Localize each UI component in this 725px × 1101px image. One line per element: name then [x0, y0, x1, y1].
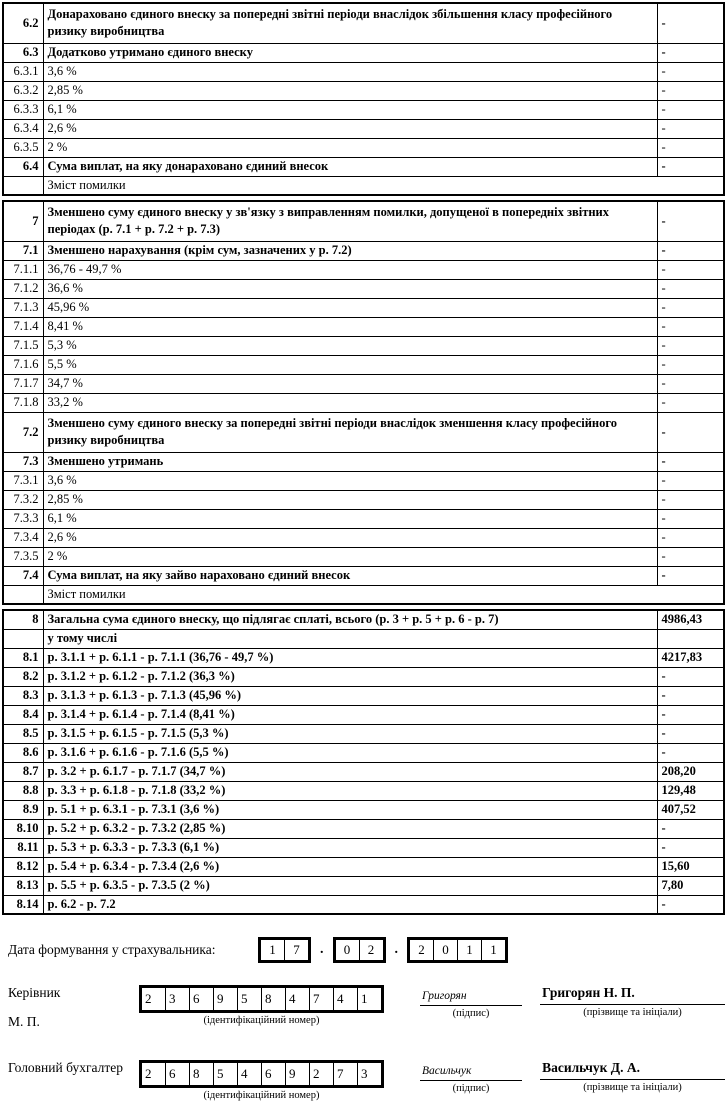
- row-value: -: [657, 3, 724, 43]
- table-row: [3, 279, 724, 298]
- row-number: 8.6: [3, 743, 43, 762]
- signer-role-col: [8, 985, 139, 1030]
- row-number: [3, 585, 43, 604]
- digit-cell: 5: [237, 988, 261, 1010]
- row-number: 7: [3, 201, 43, 241]
- row-number: 8.12: [3, 857, 43, 876]
- table-row: [3, 509, 724, 528]
- row-number: 7.1.7: [3, 374, 43, 393]
- row-number: 7.1: [3, 241, 43, 260]
- table-row: [3, 317, 724, 336]
- digit-cell: 4: [285, 988, 309, 1010]
- id-number-boxes: [139, 1060, 384, 1088]
- row-text: р. 3.2 + р. 6.1.7 - р. 7.1.7 (34,7 %): [43, 762, 657, 781]
- row-text: 6,1 %: [43, 100, 657, 119]
- row-text: р. 5.3 + р. 6.3.3 - р. 7.3.3 (6,1 %): [43, 838, 657, 857]
- signer-name-col: [540, 1060, 725, 1093]
- signer-role-col: [8, 1060, 139, 1089]
- signer-id-col: [139, 985, 384, 1026]
- digit-cell: 8: [261, 988, 285, 1010]
- table-row: [3, 176, 724, 195]
- row-number: 7.3.2: [3, 490, 43, 509]
- date-day-boxes: [258, 937, 311, 963]
- table-row: [3, 412, 724, 452]
- row-number: 7.3.3: [3, 509, 43, 528]
- report-table: [2, 2, 723, 915]
- row-value: -: [657, 490, 724, 509]
- row-text: 33,2 %: [43, 393, 657, 412]
- row-value: -: [657, 686, 724, 705]
- table-row: [3, 490, 724, 509]
- row-number: 8.10: [3, 819, 43, 838]
- signer-id-col: [139, 1060, 384, 1101]
- row-value: -: [657, 138, 724, 157]
- digit-cell: 2: [144, 1066, 152, 1081]
- formation-date-row: [8, 937, 725, 963]
- table-row: [3, 374, 724, 393]
- table-row: [3, 895, 724, 914]
- row-text: р. 3.1.1 + р. 6.1.1 - р. 7.1.1 (36,76 - 49,7 %): [43, 648, 657, 667]
- row-text: р. 3.3 + р. 6.1.8 - р. 7.1.8 (33,2 %): [43, 781, 657, 800]
- row-text: 45,96 %: [43, 298, 657, 317]
- digit-cell: 7: [309, 988, 333, 1010]
- digit-cell: 1: [457, 940, 481, 960]
- table-row: [3, 762, 724, 781]
- row-text: 2 %: [43, 547, 657, 566]
- row-number: 7.1.4: [3, 317, 43, 336]
- row-text: 6,1 %: [43, 509, 657, 528]
- row-text: 8,41 %: [43, 317, 657, 336]
- signers: [8, 985, 725, 1101]
- row-value: -: [657, 724, 724, 743]
- row-value: -: [657, 895, 724, 914]
- table-row: [3, 119, 724, 138]
- row-text: Сума виплат, на яку зайво нараховано єдиний внесок: [43, 566, 657, 585]
- table-row: [3, 241, 724, 260]
- row-text: Додатково утримано єдиного внеску: [43, 43, 657, 62]
- row-value: 15,60: [657, 857, 724, 876]
- signature-text: Васильчук: [420, 1065, 522, 1081]
- date-separator: .: [320, 942, 324, 957]
- row-number: 7.1.2: [3, 279, 43, 298]
- digit-cell: 0: [343, 942, 351, 957]
- row-text: 2,6 %: [43, 119, 657, 138]
- table-row: [3, 157, 724, 176]
- row-number: [3, 629, 43, 648]
- row-value: -: [657, 157, 724, 176]
- signer-name-caption: (прізвище та ініціали): [583, 1007, 682, 1018]
- row-value: -: [657, 509, 724, 528]
- row-value: -: [657, 201, 724, 241]
- row-value: -: [657, 743, 724, 762]
- row-value: -: [657, 471, 724, 490]
- table-row: [3, 471, 724, 490]
- formation-date-boxes: [258, 937, 508, 963]
- signer-signature-col: [420, 990, 522, 1019]
- row-value: -: [657, 566, 724, 585]
- row-text: р. 6.2 - р. 7.2: [43, 895, 657, 914]
- table-row: [3, 585, 724, 604]
- table-row: [3, 648, 724, 667]
- row-text: 36,76 - 49,7 %: [43, 260, 657, 279]
- table-row: [3, 800, 724, 819]
- id-number-boxes: [139, 985, 384, 1013]
- table-row: [3, 81, 724, 100]
- row-value: -: [657, 667, 724, 686]
- digit-cell: 1: [481, 940, 505, 960]
- signer-name-caption: (прізвище та ініціали): [583, 1082, 682, 1093]
- signer-name: Григорян Н. П.: [540, 985, 725, 1005]
- row-number: 8: [3, 610, 43, 629]
- row-number: 8.14: [3, 895, 43, 914]
- signature-caption: (підпис): [452, 1083, 490, 1094]
- row-value: -: [657, 374, 724, 393]
- table-row: [3, 724, 724, 743]
- table-row: [3, 566, 724, 585]
- stamp-label: М. П.: [8, 1014, 40, 1029]
- digit-cell: 7: [284, 940, 308, 960]
- row-text: Загальна сума єдиного внеску, що підлягає сплаті, всього (р. 3 + р. 5 + р. 6 - р. 7): [43, 610, 657, 629]
- row-number: 8.11: [3, 838, 43, 857]
- row-number: 7.3: [3, 452, 43, 471]
- row-text: р. 3.1.3 + р. 6.1.3 - р. 7.1.3 (45,96 %): [43, 686, 657, 705]
- row-number: 6.3.3: [3, 100, 43, 119]
- row-text: Донараховано єдиного внеску за попередні звітні періоди внаслідок збільшення класу професійного ризику виробництва: [43, 3, 657, 43]
- row-value: -: [657, 819, 724, 838]
- table-row: [3, 100, 724, 119]
- table-row: [3, 667, 724, 686]
- table-row: [3, 452, 724, 471]
- digit-cell: 6: [261, 1063, 285, 1085]
- signature-caption: (підпис): [452, 1008, 490, 1019]
- row-number: 8.13: [3, 876, 43, 895]
- row-number: 6.3.4: [3, 119, 43, 138]
- row-text: 2,85 %: [43, 490, 657, 509]
- digit-cell: 3: [165, 988, 189, 1010]
- table-row: [3, 610, 724, 629]
- row-text: р. 5.4 + р. 6.3.4 - р. 7.3.4 (2,6 %): [43, 857, 657, 876]
- digit-cell: 9: [285, 1063, 309, 1085]
- row-text: 3,6 %: [43, 62, 657, 81]
- table-row: [3, 528, 724, 547]
- digit-cell: 2: [418, 942, 425, 957]
- row-value: -: [657, 317, 724, 336]
- row-number: 7.3.4: [3, 528, 43, 547]
- table-row: [3, 393, 724, 412]
- row-text: Зміст помилки: [43, 176, 724, 195]
- row-number: 8.2: [3, 667, 43, 686]
- digit-cell: 2: [309, 1063, 333, 1085]
- table-row: [3, 3, 724, 43]
- digit-cell: 4: [237, 1063, 261, 1085]
- row-number: 7.4: [3, 566, 43, 585]
- row-text: 34,7 %: [43, 374, 657, 393]
- table-row: [3, 743, 724, 762]
- row-text: р. 5.2 + р. 6.3.2 - р. 7.3.2 (2,85 %): [43, 819, 657, 838]
- row-number: 7.1.8: [3, 393, 43, 412]
- signer-role-label: Головний бухгалтер: [8, 1060, 123, 1075]
- row-number: 8.9: [3, 800, 43, 819]
- row-value: -: [657, 355, 724, 374]
- signer-row: [8, 1060, 725, 1101]
- table-row: [3, 705, 724, 724]
- date-year-boxes: [407, 937, 508, 963]
- row-text: р. 5.5 + р. 6.3.5 - р. 7.3.5 (2 %): [43, 876, 657, 895]
- digit-cell: 9: [213, 988, 237, 1010]
- row-value: 129,48: [657, 781, 724, 800]
- row-value: -: [657, 393, 724, 412]
- table-row: [3, 857, 724, 876]
- table-row: [3, 686, 724, 705]
- table-row: [3, 547, 724, 566]
- row-value: 208,20: [657, 762, 724, 781]
- row-text: Сума виплат, на яку донараховано єдиний внесок: [43, 157, 657, 176]
- row-number: 8.3: [3, 686, 43, 705]
- row-number: 7.1.5: [3, 336, 43, 355]
- row-number: 8.1: [3, 648, 43, 667]
- digit-cell: 1: [269, 942, 276, 957]
- signer-signature-col: [420, 1065, 522, 1094]
- digit-cell: 5: [213, 1063, 237, 1085]
- row-number: 8.4: [3, 705, 43, 724]
- row-text: Зменшено суму єдиного внеску у зв'язку з виправленням помилки, допущеної в попередніх звітних періодах (р. 7.1 + р. 7.2 + р. 7.3): [43, 201, 657, 241]
- digit-cell: 0: [433, 940, 457, 960]
- row-number: 6.4: [3, 157, 43, 176]
- row-text: Зменшено утримань: [43, 452, 657, 471]
- row-value: -: [657, 81, 724, 100]
- row-value: 4217,83: [657, 648, 724, 667]
- row-value: -: [657, 260, 724, 279]
- row-number: 8.7: [3, 762, 43, 781]
- row-value: -: [657, 336, 724, 355]
- row-text: Зменшено суму єдиного внеску за попередні звітні періоди внаслідок зменшення класу професійного ризику виробництва: [43, 412, 657, 452]
- row-number: [3, 176, 43, 195]
- table-section: [2, 609, 725, 915]
- row-number: 6.2: [3, 3, 43, 43]
- row-value: -: [657, 705, 724, 724]
- row-text: Зменшено нарахування (крім сум, зазначених у р. 7.2): [43, 241, 657, 260]
- date-separator: .: [394, 942, 398, 957]
- table-row: [3, 819, 724, 838]
- row-text: р. 3.1.2 + р. 6.1.2 - р. 7.1.2 (36,3 %): [43, 667, 657, 686]
- row-number: 6.3: [3, 43, 43, 62]
- formation-date-label: Дата формування у страхувальника:: [8, 942, 216, 957]
- row-number: 7.2: [3, 412, 43, 452]
- row-number: 7.1.1: [3, 260, 43, 279]
- signer-role-label: Керівник: [8, 985, 61, 1000]
- digit-cell: 7: [333, 1063, 357, 1085]
- signer-row: [8, 985, 725, 1030]
- row-value: -: [657, 298, 724, 317]
- id-number-caption: (ідентифікаційний номер): [203, 1090, 320, 1101]
- digit-cell: 2: [359, 940, 383, 960]
- row-value: [657, 629, 724, 648]
- row-value: 7,80: [657, 876, 724, 895]
- digit-cell: 6: [165, 1063, 189, 1085]
- row-value: -: [657, 412, 724, 452]
- row-value: -: [657, 62, 724, 81]
- table-row: [3, 876, 724, 895]
- row-value: -: [657, 452, 724, 471]
- row-number: 8.5: [3, 724, 43, 743]
- row-value: -: [657, 528, 724, 547]
- table-row: [3, 336, 724, 355]
- table-row: [3, 43, 724, 62]
- table-row: [3, 629, 724, 648]
- row-number: 7.1.6: [3, 355, 43, 374]
- table-section: [2, 2, 725, 196]
- row-text: 2,6 %: [43, 528, 657, 547]
- signature-text: Григорян: [420, 990, 522, 1006]
- table-row: [3, 62, 724, 81]
- row-value: -: [657, 279, 724, 298]
- id-number-caption: (ідентифікаційний номер): [203, 1015, 320, 1026]
- row-text: 5,3 %: [43, 336, 657, 355]
- row-number: 8.8: [3, 781, 43, 800]
- row-text: 5,5 %: [43, 355, 657, 374]
- row-text: 2 %: [43, 138, 657, 157]
- row-number: 6.3.2: [3, 81, 43, 100]
- row-text: 3,6 %: [43, 471, 657, 490]
- row-number: 7.1.3: [3, 298, 43, 317]
- row-text: 36,6 %: [43, 279, 657, 298]
- table-row: [3, 201, 724, 241]
- row-value: -: [657, 100, 724, 119]
- row-value: -: [657, 119, 724, 138]
- digit-cell: 2: [144, 991, 152, 1006]
- table-row: [3, 138, 724, 157]
- row-text: р. 3.1.5 + р. 6.1.5 - р. 7.1.5 (5,3 %): [43, 724, 657, 743]
- row-value: -: [657, 241, 724, 260]
- digit-cell: 3: [357, 1063, 381, 1085]
- digit-cell: 4: [333, 988, 357, 1010]
- digit-cell: 8: [189, 1063, 213, 1085]
- table-row: [3, 260, 724, 279]
- table-row: [3, 838, 724, 857]
- row-value: -: [657, 43, 724, 62]
- row-text: р. 3.1.6 + р. 6.1.6 - р. 7.1.6 (5,5 %): [43, 743, 657, 762]
- row-text: р. 5.1 + р. 6.3.1 - р. 7.3.1 (3,6 %): [43, 800, 657, 819]
- row-text: р. 3.1.4 + р. 6.1.4 - р. 7.1.4 (8,41 %): [43, 705, 657, 724]
- signer-name-col: [540, 985, 725, 1018]
- row-number: 7.3.1: [3, 471, 43, 490]
- row-text: у тому числі: [43, 629, 657, 648]
- row-number: 7.3.5: [3, 547, 43, 566]
- table-section: [2, 200, 725, 605]
- row-text: 2,85 %: [43, 81, 657, 100]
- footer: [8, 937, 725, 1101]
- digit-cell: 1: [357, 988, 381, 1010]
- date-month-boxes: [333, 937, 386, 963]
- table-row: [3, 355, 724, 374]
- row-value: 4986,43: [657, 610, 724, 629]
- row-value: 407,52: [657, 800, 724, 819]
- digit-cell: 6: [189, 988, 213, 1010]
- row-value: -: [657, 547, 724, 566]
- row-number: 6.3.1: [3, 62, 43, 81]
- table-row: [3, 781, 724, 800]
- row-value: -: [657, 838, 724, 857]
- signer-name: Васильчук Д. А.: [540, 1060, 725, 1080]
- table-row: [3, 298, 724, 317]
- row-text: Зміст помилки: [43, 585, 724, 604]
- row-number: 6.3.5: [3, 138, 43, 157]
